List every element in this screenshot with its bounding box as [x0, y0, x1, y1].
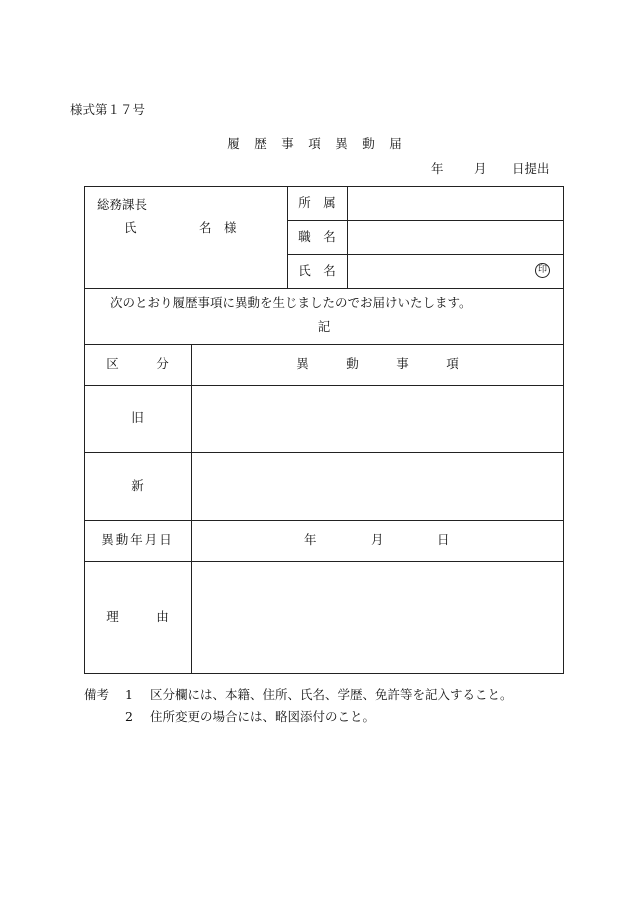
applicant-name-field[interactable]	[356, 265, 526, 281]
position-field[interactable]	[356, 231, 556, 247]
record-label: 記	[317, 319, 331, 334]
change-date-day: 日	[437, 532, 450, 547]
applicant-name-label: 氏 名	[298, 263, 336, 278]
position-label: 職 名	[298, 229, 336, 244]
reason-label: 理 由	[106, 609, 169, 624]
row-new-label: 新	[131, 478, 144, 493]
form-number: 様式第１７号	[70, 102, 146, 117]
submit-month-label: 月	[474, 161, 487, 176]
note-2-text: 住所変更の場合には、略図添付のこと。	[150, 709, 376, 724]
change-date-label: 異動年月日	[101, 532, 174, 547]
row-old-label: 旧	[131, 410, 144, 425]
seal-icon: 印	[535, 263, 550, 278]
note-2-number: 2	[125, 709, 133, 724]
notes-label: 備考	[84, 687, 110, 702]
statement-text: 次のとおり履歴事項に異動を生じましたのでお届けいたします。	[110, 295, 472, 310]
row-old-field[interactable]	[200, 395, 555, 443]
affiliation-label: 所 属	[298, 195, 336, 210]
form-title: 履 歴 事 項 異 動 届	[227, 136, 403, 151]
addressee-title: 総務課長	[97, 197, 148, 212]
addressee-name: 氏 名 様	[124, 220, 237, 235]
submit-year-label: 年	[431, 161, 444, 176]
header-category: 区 分	[106, 356, 169, 371]
affiliation-field[interactable]	[356, 197, 556, 213]
header-changes: 異 動 事 項	[296, 356, 459, 371]
row-new-field[interactable]	[200, 462, 555, 510]
submit-day-label: 日提出	[512, 161, 550, 176]
note-1-number: 1	[125, 687, 133, 702]
change-date-year: 年	[304, 532, 317, 547]
change-date-month: 月	[371, 532, 384, 547]
note-1-text: 区分欄には、本籍、住所、氏名、学歴、免許等を記入すること。	[150, 687, 513, 702]
reason-field[interactable]	[200, 571, 555, 665]
